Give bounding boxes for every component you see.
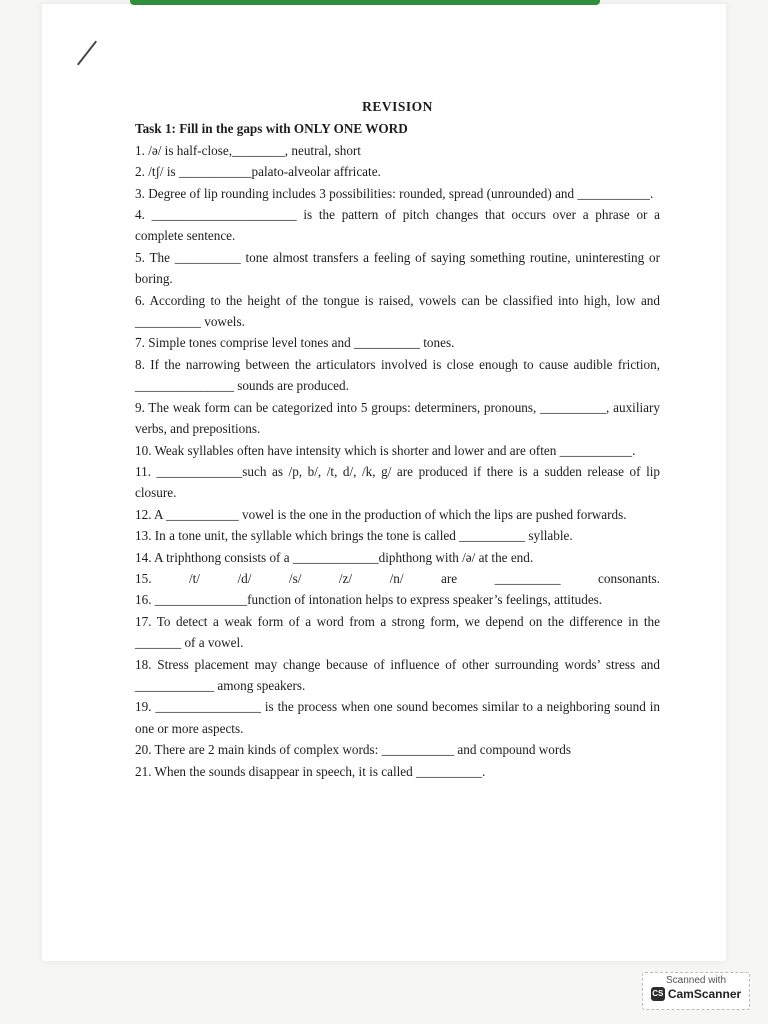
question-15 (135, 568, 660, 589)
q15-item: /d/ (237, 570, 252, 586)
question-2: 2. /tʃ/ is ___________palato-alveolar affricate. (135, 164, 381, 180)
question-20: 20. There are 2 main kinds of complex words: ___________ and compound words (135, 742, 571, 758)
question-14: 14. A triphthong consists of a _____________diphthong with /ə/ at the end. (135, 549, 534, 565)
question-9: 9. The weak form can be categorized into 5 groups: determiners, pronouns, __________, auxiliary verbs, and prepositions. (135, 399, 660, 437)
q15-end: consonants. (598, 570, 660, 586)
question-5: 5. The __________ tone almost transfers a feeling of saying something routine, uninteresting or boring. (135, 249, 660, 287)
task-heading: Task 1: Fill in the gaps with ONLY ONE WORD (135, 121, 408, 137)
camscanner-watermark (642, 972, 750, 1010)
question-7: 7. Simple tones comprise level tones and __________ tones. (135, 335, 455, 351)
folder-edge (130, 0, 600, 5)
q15-item: /n/ (389, 570, 404, 586)
question-17: 17. To detect a weak form of a word from a strong form, we depend on the difference in the _______ of a vowel. (135, 613, 660, 651)
camscanner-logo-icon: CS (651, 987, 665, 1001)
question-4: 4. ______________________ is the pattern of pitch changes that occurs over a phrase or a complete sentence. (135, 207, 660, 244)
question-19: 19. ________________ is the process when one sound becomes similar to a neighboring sound in one or more aspects. (135, 699, 660, 736)
q15-are: are (440, 570, 458, 586)
document-body (135, 96, 660, 782)
question-16: 16. ______________function of intonation helps to express speaker’s feelings, attitudes. (135, 592, 603, 608)
question-3: 3. Degree of lip rounding includes 3 possibilities: rounded, spread (unrounded) and ___________. (135, 185, 654, 201)
question-8: 8. If the narrowing between the articulators involved is close enough to cause audible friction, _______________ sounds are produced. (135, 356, 660, 394)
question-21: 21. When the sounds disappear in speech, it is called __________. (135, 763, 486, 779)
question-18: 18. Stress placement may change because of influence of other surrounding words’ stress and ____________ among speakers. (135, 656, 660, 693)
question-1: 1. /ə/ is half-close,________, neutral, short (135, 142, 361, 158)
question-11: 11. _____________such as /p, b/, /t, d/, /k, g/ are produced if there is a sudden release of lip closure. (135, 463, 660, 501)
page-title: REVISION (362, 99, 433, 114)
watermark-brand-name: CamScanner (667, 987, 742, 1001)
q15-blank: __________ (494, 570, 561, 586)
q15-number: 15. (135, 570, 152, 586)
q15-item: /z/ (338, 570, 353, 586)
watermark-caption: Scanned with (665, 975, 727, 986)
question-10: 10. Weak syllables often have intensity which is shorter and lower and are often ___________. (135, 442, 636, 458)
question-13: 13. In a tone unit, the syllable which brings the tone is called __________ syllable. (135, 528, 573, 544)
watermark-brand (643, 987, 749, 1001)
q15-item: /t/ (188, 570, 200, 586)
question-12: 12. A ___________ vowel is the one in the production of which the lips are pushed forwards. (135, 506, 627, 522)
question-6: 6. According to the height of the tongue is raised, vowels can be classified into high, low and __________ vowels. (135, 292, 660, 330)
q15-item: /s/ (288, 570, 302, 586)
